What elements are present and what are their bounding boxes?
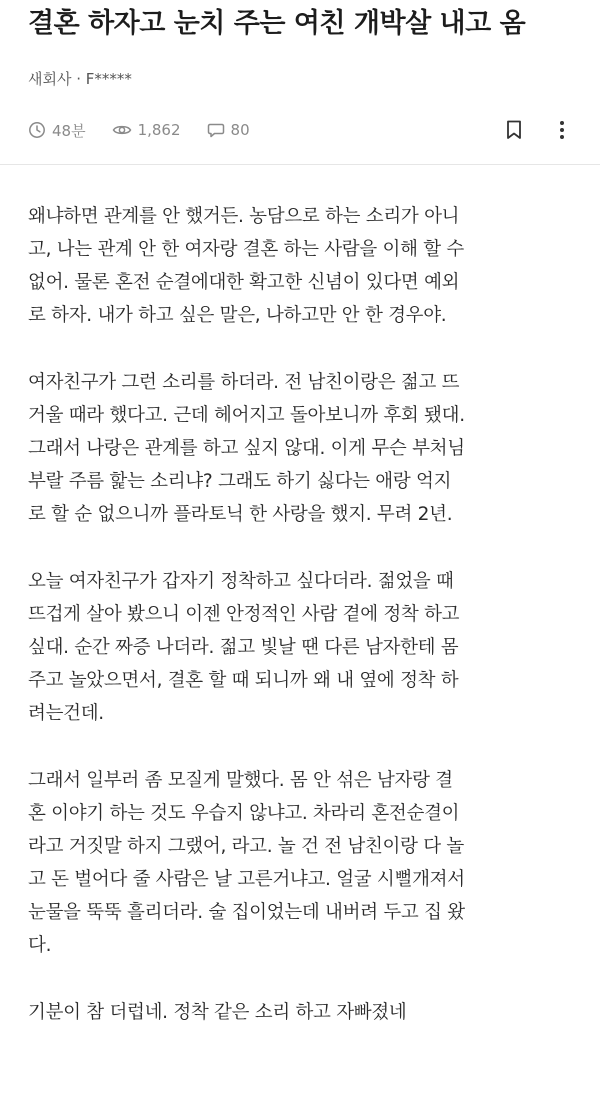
paragraph <box>28 366 578 531</box>
paragraph-line: 그래서 일부러 좀 모질게 말했다. 몸 안 섞은 남자랑 결 <box>28 770 453 791</box>
comments-meta <box>207 121 250 139</box>
paragraph-line: 없어. 물론 혼전 순결에대한 확고한 신념이 있다면 예외 <box>28 272 460 293</box>
comments-text: 80 <box>230 121 250 139</box>
paragraph-line: 기분이 참 더럽네. 정착 같은 소리 하고 자빠졌네 <box>28 1002 407 1023</box>
more-button[interactable] <box>548 116 576 144</box>
paragraph-line: 여자친구가 그런 소리를 하더라. 전 남친이랑은 젊고 뜨 <box>28 372 460 393</box>
paragraph-line: 라고 거짓말 하지 그랬어, 라고. 놀 건 전 남친이랑 다 놀 <box>28 836 464 857</box>
post-content <box>28 200 578 1063</box>
paragraph-line: 주고 놀았으면서, 결혼 할 때 되니까 왜 내 옆에 정착 하 <box>28 670 459 691</box>
post-title: 결혼 하자고 눈치 주는 여친 개박살 내고 옴 <box>28 8 526 39</box>
post-header <box>0 0 600 160</box>
more-vertical-icon <box>559 120 565 140</box>
paragraph <box>28 200 578 332</box>
paragraph-line: 려는건데. <box>28 703 104 724</box>
paragraph <box>28 764 578 962</box>
paragraph-line: 싶대. 순간 짜증 나더라. 젊고 빛날 땐 다른 남자한테 몸 <box>28 637 459 658</box>
time-meta <box>28 120 86 141</box>
post-actions <box>480 116 576 144</box>
paragraph-line: 그래서 나랑은 관계를 하고 싶지 않대. 이게 무슨 부처님 <box>28 438 465 459</box>
views-text: 1,862 <box>137 121 181 139</box>
eye-icon <box>112 121 132 139</box>
paragraph-line: 다. <box>28 935 52 956</box>
author-info[interactable]: 새회사 · F***** <box>28 70 132 88</box>
paragraph-line: 눈물을 뚝뚝 흘리더라. 술 집이었는데 내버려 두고 집 왔 <box>28 902 465 923</box>
paragraph-line: 오늘 여자친구가 갑자기 정착하고 싶다더라. 젊었을 때 <box>28 571 454 592</box>
bookmark-icon <box>506 120 522 140</box>
views-meta <box>112 121 181 139</box>
post-meta <box>28 118 276 142</box>
header-divider <box>0 164 600 165</box>
time-text: 48분 <box>52 121 86 140</box>
paragraph-line: 왜냐하면 관계를 안 했거든. 농담으로 하는 소리가 아니 <box>28 206 460 227</box>
paragraph-line: 부랄 주름 핥는 소리냐? 그래도 하기 싫다는 애랑 억지 <box>28 471 452 492</box>
paragraph-line: 거울 때라 했다고. 근데 헤어지고 돌아보니까 후회 됐대. <box>28 405 465 426</box>
paragraph-line: 고, 나는 관계 안 한 여자랑 결혼 하는 사람을 이해 할 수 <box>28 239 464 260</box>
paragraph <box>28 996 578 1029</box>
clock-icon <box>28 121 46 139</box>
paragraph-line: 로 할 순 없으니까 플라토닉 한 사랑을 했지. 무려 2년. <box>28 504 453 525</box>
paragraph-line: 혼 이야기 하는 것도 우습지 않냐고. 차라리 혼전순결이 <box>28 803 460 824</box>
paragraph-line: 고 돈 벌어다 줄 사람은 날 고른거냐고. 얼굴 시뻘개져서 <box>28 869 465 890</box>
paragraph <box>28 565 578 730</box>
paragraph-line: 로 하자. 내가 하고 싶은 말은, 나하고만 안 한 경우야. <box>28 305 447 326</box>
bookmark-button[interactable] <box>500 116 528 144</box>
comment-icon <box>207 121 225 139</box>
paragraph-line: 뜨겁게 살아 봤으니 이젠 안정적인 사람 곁에 정착 하고 <box>28 604 460 625</box>
